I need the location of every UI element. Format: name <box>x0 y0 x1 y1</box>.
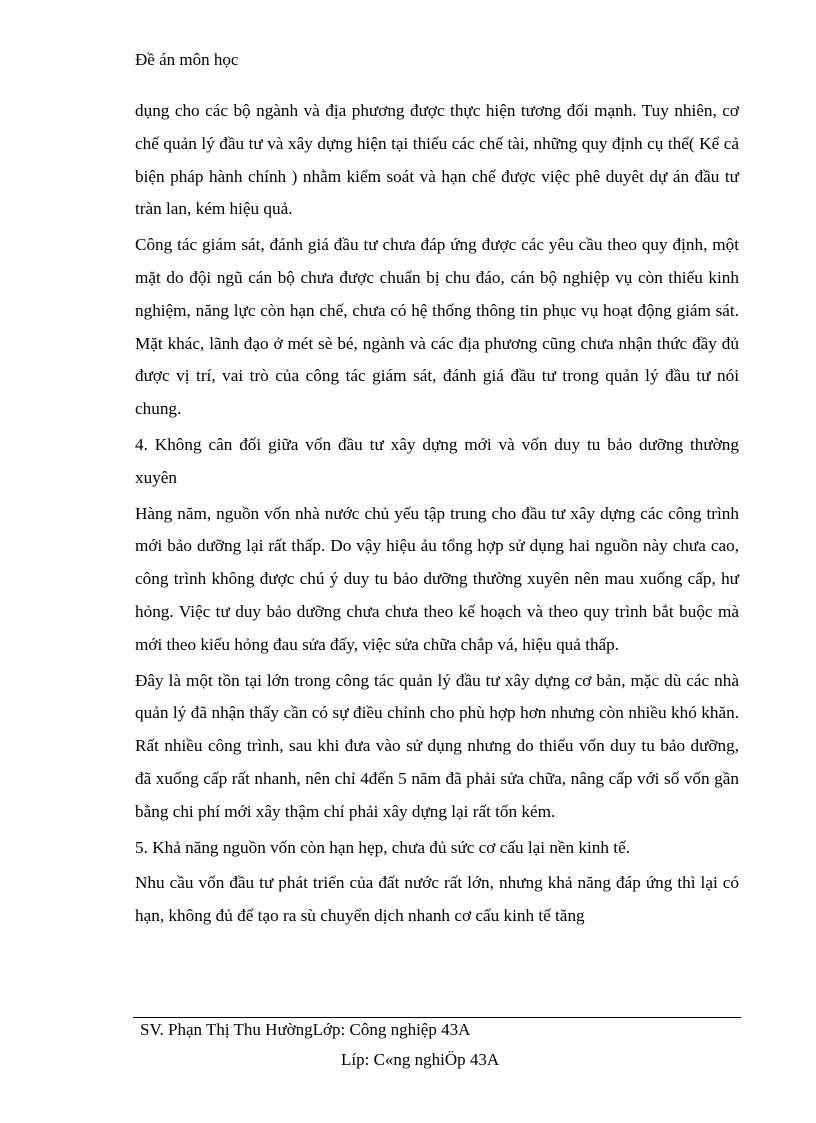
paragraph: Công tác giám sát, đánh giá đầu tư chưa đáp ứng được các yêu cầu theo quy định, một mặt do đội ngũ cán bộ chưa được chuẩn bị chu đáo, cán bộ nghiệp vụ còn thiếu kinh nghiệm, năng lực còn hạn chế, chưa có hệ thống thông tin phục vụ hoạt động giám sát. Mặt khác, lãnh đạo ở mét sè bé, ngành và các địa phương cũng chưa nhận thức đầy đủ được vị trí, vai trò của công tác giám sát, đánh giá đầu tư trong quản lý đầu tư nói chung. <box>135 235 739 419</box>
footer-class-line: Líp: C«ng nghiÖp 43A <box>341 1050 500 1069</box>
document-body <box>135 95 739 936</box>
section-heading-5: 5. Khả năng nguồn vốn còn hạn hẹp, chưa đủ sức cơ cấu lại nền kinh tế. <box>135 837 630 857</box>
paragraph: Hàng năm, nguồn vốn nhà nước chủ yếu tập trung cho đầu tư xây dựng các công trình mới bảo dưỡng lại rất thấp. Do vậy hiệu ảu tổng hợp sử dụng hai nguồn này chưa cao, công trình không được chú ý duy tu bảo dưỡng thường xuyên nên mau xuống cấp, hư hỏng. Việc tư duy bảo dưỡng chưa chưa theo kế hoạch và theo quy trình bắt buộc mà mới theo kiểu hỏng đau sửa đấy, việc sửa chữa chắp vá, hiệu quả thấp. <box>135 503 739 654</box>
paragraph: dụng cho các bộ ngành và địa phương được thực hiện tương đối mạnh. Tuy nhiên, cơ chế quản lý đầu tư và xây dựng hiện tại thiếu các chế tài, những quy định cụ thể( Kể cả biện pháp hành chính ) nhằm kiểm soát và hạn chế được việc phê duyêt dự án đầu tư tràn lan, kém hiệu quả. <box>135 101 739 219</box>
page-header-title: Đề án môn học <box>135 50 239 69</box>
paragraph: Nhu cầu vốn đầu tư phát triển của đất nước rất lớn, nhưng khả năng đáp ứng thì lại có hạn, không đủ để tạo ra sù chuyển dịch nhanh cơ cấu kinh tế tăng <box>135 873 739 926</box>
paragraph: Đây là một tồn tại lớn trong công tác quản lý đầu tư xây dựng cơ bản, mặc dù các nhà quản lý đã nhận thấy cần có sự điều chỉnh cho phù hợp hơn nhưng còn nhiều khó khăn. Rất nhiều công trình, sau khi đưa vào sử dụng nhưng do thiếu vốn duy tu bảo dưỡng, đã xuống cấp rất nhanh, nên chỉ 4đến 5 năm đã phải sửa chữa, nâng cấp với số vốn gần bằng chi phí mới xây thậm chí phải xây dựng lại rất tốn kém. <box>135 670 739 821</box>
section-heading-4: 4. Không cân đối giữa vốn đầu tư xây dựng mới và vốn duy tu bảo dưỡng thường xuyên <box>135 434 739 487</box>
footer-student-line: SV. Phạn Thị Thu HườngLớp: Công nghiệp 43A <box>140 1020 471 1039</box>
